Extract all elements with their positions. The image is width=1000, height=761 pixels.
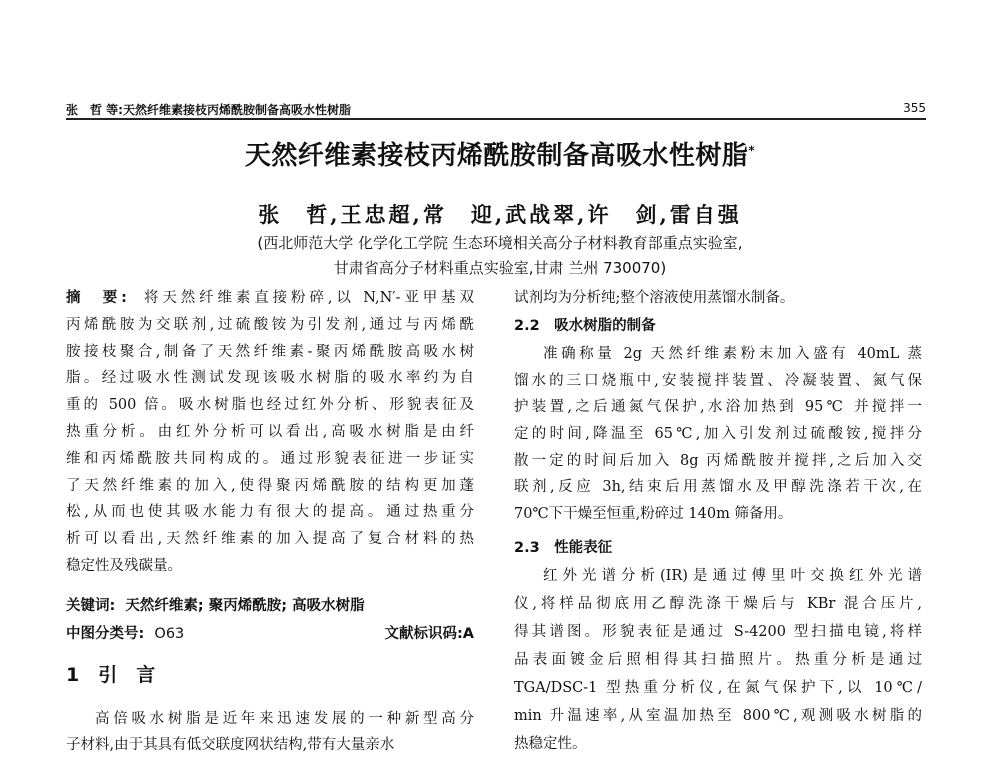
text-line: 析可以看出,天然纤维素的加入提高了复合材料的热	[66, 531, 474, 548]
section-heading-2-2: 2.2 吸水树脂的制备	[514, 318, 656, 334]
text-line: min 升温速率,从室温加热至 800℃,观测吸水树脂的	[514, 708, 922, 724]
text-line: 了天然纤维素的加入,使得聚丙烯酰胺的结构更加蓬	[66, 477, 474, 494]
classification-value: O63	[154, 626, 185, 642]
text-line: 仪,将样品彻底用乙醇洗涤干燥后与 KBr 混合压片,	[514, 596, 922, 612]
text-line: 松,从而也使其吸水能力有很大的提高。通过热重分	[66, 504, 474, 521]
paper-title	[0, 135, 1000, 172]
text-line: 热稳定性。	[514, 736, 587, 752]
text-line: 热重分析。由红外分析可以看出,高吸水树脂是由纤	[66, 423, 474, 440]
text-line: 稳定性及残碳量。	[66, 557, 182, 574]
title-footnote-mark: *	[748, 143, 756, 158]
keywords-text: 天然纤维素; 聚丙烯酰胺; 高吸水树脂	[125, 598, 365, 614]
text-line: 重的 500 倍。吸水树脂也经过红外分析、形貌表征及	[66, 397, 474, 414]
text-line	[66, 287, 474, 314]
text-line: 胺接枝聚合,制备了天然纤维素-聚丙烯酰胺高吸水树	[66, 343, 474, 360]
text-line: 散一定的时间后加入 8g 丙烯酰胺并搅拌,之后加入交	[514, 452, 922, 469]
affiliation-line-2: 甘肃省高分子材料重点实验室,甘肃 兰州 730070)	[333, 259, 667, 277]
title-text: 天然纤维素接枝丙烯酰胺制备高吸水性树脂	[244, 141, 749, 171]
doc-code: 文献标识码:A	[384, 626, 474, 642]
running-head-text: 张 哲 等:天然纤维素接枝丙烯酰胺制备高吸水性树脂	[66, 103, 351, 117]
text-line: 联剂,反应 3h,结束后用蒸馏水及甲醇洗涤若干次,在	[514, 479, 922, 496]
section-2-3	[514, 537, 922, 761]
text-line: 定的时间,降温至 65℃,加入引发剂过硫酸铵,搅拌分	[514, 426, 922, 443]
abstract-text: 将天然纤维素直接粉碎,以 N,N′-亚甲基双	[143, 290, 475, 306]
introduction-paragraph	[66, 708, 474, 760]
affiliation-line-1: (西北师范大学 化学化工学院 生态环境相关高分子材料教育部重点实验室,	[257, 234, 743, 252]
text-line: 馏水的三口烧瓶中,安装搅拌装置、冷凝装置、氮气保	[514, 372, 922, 389]
section-heading-introduction: 1 引 言	[66, 664, 156, 686]
text-line: 维和丙烯酰胺共同构成的。通过形貌表征进一步证实	[66, 450, 474, 467]
text-line: 得其谱图。形貌表征是通过 S-4200 型扫描电镜,将样	[514, 624, 922, 640]
text-line: 红外光谱分析(IR)是通过傅里叶交换红外光谱	[543, 568, 922, 584]
text-line: 丙烯酰胺为交联剂,过硫酸铵为引发剂,通过与丙烯酰	[66, 316, 474, 333]
abstract-label: 摘 要:	[66, 290, 127, 306]
classification	[66, 622, 474, 643]
text-line: 品表面镀金后照相得其扫描照片。热重分析是通过	[514, 652, 922, 668]
text-line: 试剂均为分析纯;整个溶液使用蒸馏水制备。	[514, 290, 795, 306]
text-line: 准确称量 2g 天然纤维素粉末加入盛有 40mL 蒸	[543, 346, 922, 362]
text-line: 高倍吸水树脂是近年来迅速发展的一种新型高分	[95, 711, 474, 727]
classification-label: 中图分类号:	[66, 626, 145, 642]
text-line: TGA/DSC-1 型热重分析仪,在氮气保护下,以 10℃/	[514, 680, 922, 696]
text-line: 子材料,由于其具有低交联度网状结构,带有大量亲水	[66, 737, 395, 753]
keywords-label: 关键词:	[66, 598, 116, 614]
page-number: 355	[903, 101, 926, 115]
authors: 张 哲,王忠超,常 迎,武战翠,许 剑,雷自强	[258, 202, 742, 227]
section-heading-2-3: 2.3 性能表征	[514, 540, 613, 556]
right-column-top	[514, 287, 922, 530]
keywords	[66, 594, 474, 615]
text-line: 脂。经过吸水性测试发现该吸水树脂的吸水率约为自	[66, 370, 474, 387]
abstract	[66, 287, 474, 582]
text-line: 护装置,之后通氮气保护,水浴加热到 95℃ 并搅拌一	[514, 399, 922, 416]
text-line: 70℃下干燥至恒重,粉碎过 140m 筛备用。	[514, 506, 793, 523]
header-rule	[66, 118, 926, 120]
running-head	[66, 101, 926, 118]
